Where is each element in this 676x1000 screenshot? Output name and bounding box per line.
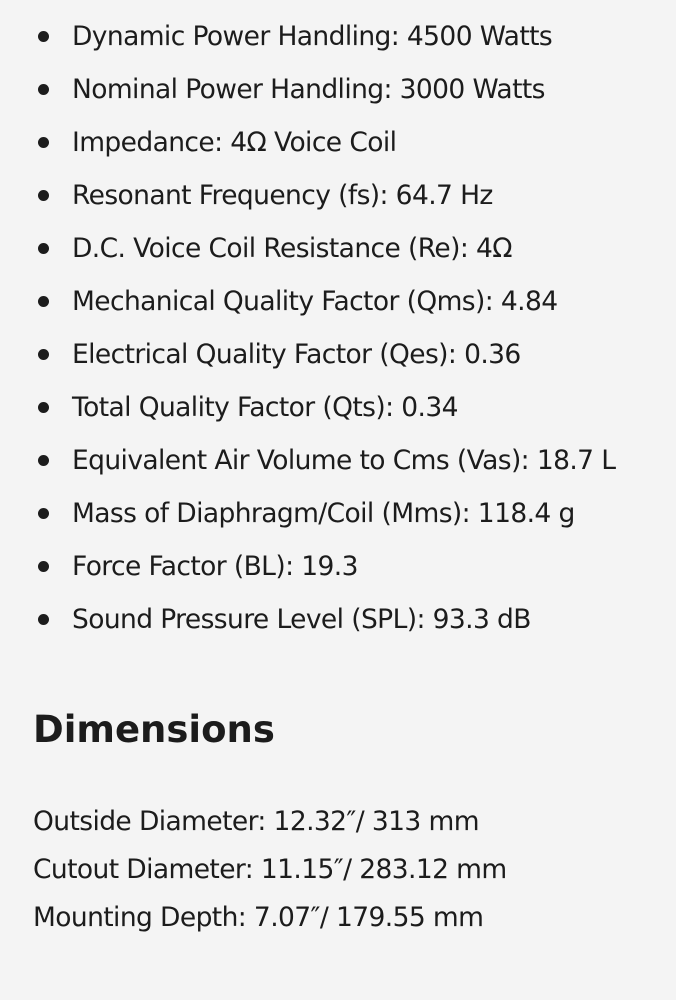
spec-item-dynamic-power — [0, 10, 676, 63]
spec-item-force-factor — [0, 540, 676, 593]
spec-item-spl — [0, 593, 676, 646]
spec-item-mms — [0, 487, 676, 540]
spec-item-qms — [0, 275, 676, 328]
dimension-outside-diameter: Outside Diameter: 12.32″/ 313 mm — [33, 806, 479, 837]
spec-text: Equivalent Air Volume to Cms (Vas): 18.7 L — [72, 445, 616, 476]
bullet-icon — [38, 455, 49, 466]
spec-text: Mass of Diaphragm/Coil (Mms): 118.4 g — [72, 498, 575, 529]
bullet-icon — [38, 137, 49, 148]
spec-text: Impedance: 4Ω Voice Coil — [72, 127, 397, 158]
specs-list — [0, 10, 676, 646]
spec-text: Electrical Quality Factor (Qes): 0.36 — [72, 339, 521, 370]
bullet-icon — [38, 614, 49, 625]
bullet-icon — [38, 31, 49, 42]
spec-text: Nominal Power Handling: 3000 Watts — [72, 74, 545, 105]
spec-item-qts — [0, 381, 676, 434]
spec-text: Sound Pressure Level (SPL): 93.3 dB — [72, 604, 531, 635]
spec-text: Resonant Frequency (fs): 64.7 Hz — [72, 180, 493, 211]
spec-item-dc-resistance — [0, 222, 676, 275]
spec-text: Total Quality Factor (Qts): 0.34 — [72, 392, 458, 423]
dimension-mounting-depth: Mounting Depth: 7.07″/ 179.55 mm — [33, 902, 484, 933]
bullet-icon — [38, 243, 49, 254]
spec-item-resonant-frequency — [0, 169, 676, 222]
bullet-icon — [38, 296, 49, 307]
spec-item-vas — [0, 434, 676, 487]
spec-item-impedance — [0, 116, 676, 169]
bullet-icon — [38, 349, 49, 360]
spec-item-qes — [0, 328, 676, 381]
spec-text: Mechanical Quality Factor (Qms): 4.84 — [72, 286, 558, 317]
bullet-icon — [38, 508, 49, 519]
dimensions-heading: Dimensions — [33, 708, 275, 751]
bullet-icon — [38, 84, 49, 95]
spec-item-nominal-power — [0, 63, 676, 116]
spec-text: Dynamic Power Handling: 4500 Watts — [72, 21, 553, 52]
bullet-icon — [38, 561, 49, 572]
bullet-icon — [38, 190, 49, 201]
dimensions-list — [33, 798, 653, 942]
spec-text: Force Factor (BL): 19.3 — [72, 551, 358, 582]
dimension-cutout-diameter: Cutout Diameter: 11.15″/ 283.12 mm — [33, 854, 507, 885]
spec-text: D.C. Voice Coil Resistance (Re): 4Ω — [72, 233, 512, 264]
bullet-icon — [38, 402, 49, 413]
